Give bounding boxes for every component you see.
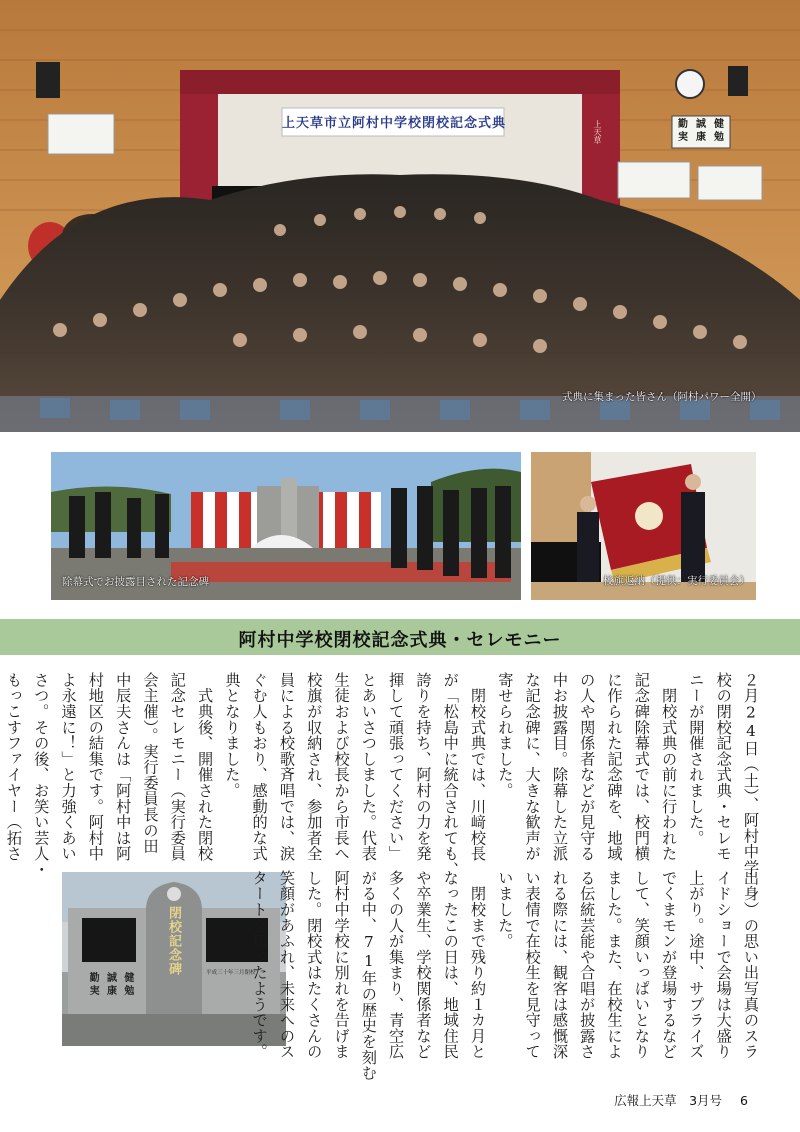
text-column: した。閉校式はたくさんの bbox=[305, 870, 324, 1060]
monument-motto bbox=[86, 972, 138, 998]
stage-side-banner: 上天草 bbox=[593, 120, 602, 144]
text-column: 出身）の思い出写真のスラ bbox=[742, 870, 760, 1060]
motto-char: 健 bbox=[714, 119, 724, 130]
text-column: イドショーで会場は大盛り bbox=[714, 870, 733, 1060]
text-column: とあいさつしました。代表 bbox=[359, 672, 378, 862]
text-column: ました。また、在校生によ bbox=[605, 870, 624, 1060]
text-column: 典となりました。 bbox=[223, 672, 242, 799]
text-column: る伝統芸能や合唱が披露さ bbox=[578, 870, 597, 1060]
text-column: 誇りを持ち、阿村の力を発 bbox=[414, 672, 433, 862]
text-column: 校旗が収納され、参加者全 bbox=[305, 672, 324, 862]
text-column: 閉校式典では、川﨑校長 bbox=[469, 672, 488, 862]
monument-motto-char: 勉 bbox=[124, 986, 135, 997]
monument-motto-char: 実 bbox=[89, 986, 100, 997]
text-column: 中お披露目。除幕した立派 bbox=[550, 672, 569, 862]
text-column: よ永遠に！」と力強くあい bbox=[59, 672, 78, 862]
text-column: 笑顔があふれ、未来へのス bbox=[277, 870, 296, 1060]
motto-char: 実 bbox=[678, 132, 688, 143]
motto-char: 康 bbox=[696, 132, 706, 143]
text-column: ぐむ人もおり、感動的な式 bbox=[250, 672, 269, 862]
text-column: 中辰夫さんは「阿村中は阿 bbox=[114, 672, 133, 862]
text-column: 記念セレモニー（実行委員 bbox=[168, 672, 187, 862]
publication-name: 広報上天草 3月号 bbox=[614, 1093, 723, 1108]
text-column: いました。 bbox=[496, 870, 515, 949]
text-column: さつ。その後、お笑い芸人・ bbox=[32, 672, 51, 878]
unveiling-photo bbox=[51, 452, 521, 600]
article-title-band bbox=[0, 619, 800, 655]
motto-char: 勉 bbox=[714, 132, 724, 143]
monument-center-text: 閉校記念碑 bbox=[166, 906, 181, 976]
stage-banner: 上天草市立阿村中学校閉校記念式典 bbox=[282, 116, 507, 131]
text-column: なったこの日は、地域住民 bbox=[441, 870, 460, 1060]
text-column: 生徒および校長から市長へ bbox=[332, 672, 351, 862]
monument-right-text: 平成三十年三月閉校 bbox=[206, 970, 256, 976]
text-column: 校の閉校記念式典・セレモ bbox=[714, 672, 733, 862]
page-number: 6 bbox=[740, 1093, 748, 1108]
text-column: 記念碑除幕式では、校門横 bbox=[632, 672, 651, 862]
motto-char: 勤 bbox=[678, 119, 688, 130]
text-column: 会主催）。実行委員長の田 bbox=[141, 672, 160, 854]
text-column: 員による校歌斉唱では、涙 bbox=[277, 672, 296, 862]
text-column: がる中、71年の歴史を刻む bbox=[359, 870, 378, 1081]
flag-caption: 校旗返納（提供：実行委員会） bbox=[603, 575, 750, 587]
text-column: 閉校式典の前に行われた bbox=[660, 672, 679, 862]
text-column: の人や関係者などが見守る bbox=[578, 672, 597, 862]
article-body-upper bbox=[4, 672, 764, 878]
flag-photo bbox=[531, 452, 756, 600]
page-footer bbox=[614, 1091, 748, 1109]
motto-char: 誠 bbox=[696, 119, 706, 130]
text-column: 揮して頑張ってください」 bbox=[387, 672, 406, 862]
text-column: タートを切ったようです。 bbox=[250, 870, 269, 1060]
text-column: して、笑顔いっぱいとなり bbox=[632, 870, 651, 1060]
monument-motto-char: 勤 bbox=[89, 973, 100, 984]
text-column: 寄せられました。 bbox=[496, 672, 515, 799]
article-title: 阿村中学校閉校記念式典・セレモニー bbox=[238, 630, 562, 651]
group-photo bbox=[0, 0, 800, 432]
text-column: れる際には、観客は感慨深 bbox=[550, 870, 569, 1060]
text-column: が「松島中に統合されても、 bbox=[441, 672, 460, 878]
monument-motto-char: 健 bbox=[124, 973, 135, 984]
text-column: 多くの人が集まり、青空広 bbox=[387, 870, 406, 1060]
article-body-lower bbox=[250, 870, 764, 1081]
text-column: 阿村中学校に別れを告げま bbox=[332, 870, 351, 1060]
group-photo-caption: 式典に集まった皆さん（阿村パワー全開） bbox=[562, 391, 762, 403]
text-column: 上がり。途中、サプライズ bbox=[687, 870, 706, 1060]
text-column: に作られた記念碑を、地域 bbox=[605, 672, 624, 862]
monument-motto-char: 誠 bbox=[106, 973, 117, 984]
text-column: もっこすファイヤー（拓さ bbox=[4, 672, 23, 862]
text-column: 閉校まで残り約１カ月と bbox=[469, 870, 488, 1060]
monument-motto-char: 康 bbox=[106, 986, 117, 997]
text-column: 村地区の結集です。阿村中 bbox=[86, 672, 105, 862]
unveiling-caption: 除幕式でお披露目された記念碑 bbox=[62, 576, 209, 588]
text-column: でくまモンが登場するなど bbox=[660, 870, 679, 1060]
text-column: 式典後、開催された閉校 bbox=[196, 672, 215, 862]
text-column: な記念碑に、大きな歓声が bbox=[523, 672, 542, 862]
text-column: ２月24日（土）、阿村中学 bbox=[742, 672, 760, 876]
text-column: い表情で在校生を見守って bbox=[523, 870, 542, 1060]
text-column: ニーが開催されました。 bbox=[687, 672, 706, 846]
text-column: や卒業生、学校関係者など bbox=[414, 870, 433, 1060]
motto-plaque bbox=[674, 118, 728, 144]
